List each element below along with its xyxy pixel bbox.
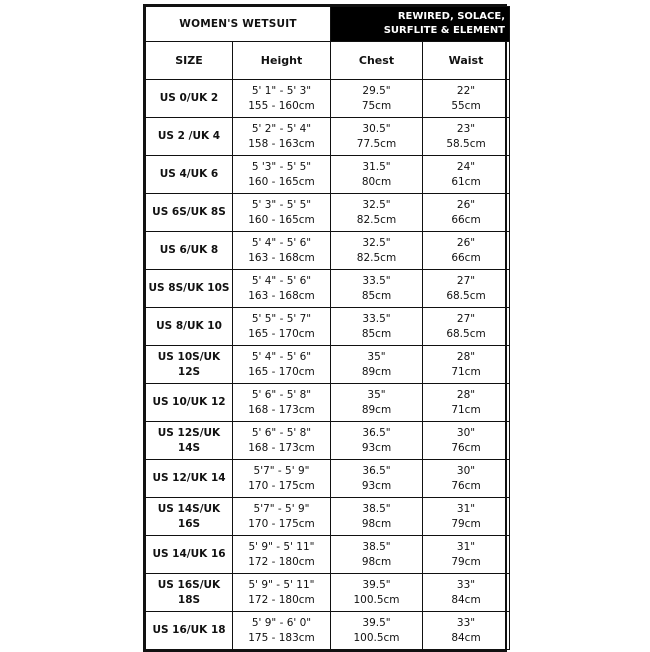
waist-imperial: 30" [456,426,476,439]
height-cell [233,612,331,650]
waist-imperial: 31" [456,540,476,553]
table-row [146,308,510,346]
table-row [146,118,510,156]
height-metric: 172 - 180cm [248,555,315,568]
waist-cell [423,384,510,422]
chest-cell [331,498,423,536]
chest-imperial: 33.5" [362,274,391,287]
waist-metric: 68.5cm [446,327,486,340]
chest-imperial: 35" [367,350,386,363]
table-row [146,422,510,460]
height-imperial: 5' 4" - 5' 6" [251,236,312,249]
table-row [146,232,510,270]
product-lines-line-2: SURFLITE & ELEMENT [383,25,506,36]
column-header-height: Height [233,42,331,80]
waist-metric: 55cm [451,99,481,112]
chest-imperial: 31.5" [362,160,391,173]
chest-cell [331,460,423,498]
waist-metric: 76cm [451,441,481,454]
product-lines-line-1: REWIRED, SOLACE, [397,11,506,22]
height-metric: 160 - 165cm [248,213,315,226]
height-imperial: 5' 9" - 5' 11" [248,540,315,553]
waist-cell [423,232,510,270]
height-imperial: 5' 6" - 5' 8" [251,388,312,401]
waist-metric: 58.5cm [446,137,486,150]
height-cell [233,156,331,194]
column-header-waist: Waist [423,42,510,80]
chest-cell [331,194,423,232]
chest-cell [331,612,423,650]
waist-metric: 71cm [451,365,481,378]
waist-imperial: 30" [456,464,476,477]
height-imperial: 5' 1" - 5' 3" [251,84,312,97]
waist-metric: 68.5cm [446,289,486,302]
height-imperial: 5'7" - 5' 9" [253,464,310,477]
chest-imperial: 33.5" [362,312,391,325]
table-row [146,156,510,194]
size-rows [146,80,510,650]
height-cell [233,232,331,270]
height-metric: 155 - 160cm [248,99,315,112]
chart-title: WOMEN'S WETSUIT [146,7,331,42]
chest-metric: 98cm [361,555,392,568]
height-metric: 168 - 173cm [248,441,315,454]
height-imperial: 5' 2" - 5' 4" [251,122,312,135]
size-cell: US 16S/UK 18S [146,574,233,612]
chest-cell [331,422,423,460]
size-table [145,6,510,650]
chest-cell [331,308,423,346]
chest-metric: 89cm [361,365,392,378]
height-cell [233,118,331,156]
column-header-size: SIZE [146,42,233,80]
waist-cell [423,308,510,346]
height-imperial: 5' 9" - 5' 11" [248,578,315,591]
size-cell: US 12/UK 14 [146,460,233,498]
height-cell [233,80,331,118]
waist-cell [423,536,510,574]
table-row [146,536,510,574]
height-imperial: 5'7" - 5' 9" [253,502,310,515]
waist-cell [423,270,510,308]
waist-cell [423,156,510,194]
waist-metric: 61cm [451,175,481,188]
waist-imperial: 31" [456,502,476,515]
chest-metric: 85cm [361,327,392,340]
waist-metric: 84cm [451,631,481,644]
table-row [146,460,510,498]
height-imperial: 5' 4" - 5' 6" [251,274,312,287]
chest-cell [331,270,423,308]
size-cell: US 12S/UK 14S [146,422,233,460]
waist-metric: 71cm [451,403,481,416]
waist-metric: 79cm [451,555,481,568]
table-row [146,346,510,384]
waist-imperial: 33" [456,578,476,591]
table-row [146,80,510,118]
waist-metric: 76cm [451,479,481,492]
chest-imperial: 38.5" [362,540,391,553]
height-imperial: 5 '3" - 5' 5" [251,160,312,173]
waist-cell [423,194,510,232]
waist-cell [423,574,510,612]
height-cell [233,346,331,384]
waist-imperial: 24" [456,160,476,173]
height-metric: 163 - 168cm [248,251,315,264]
chest-metric: 82.5cm [356,213,397,226]
height-imperial: 5' 4" - 5' 6" [251,350,312,363]
chest-imperial: 35" [367,388,386,401]
chest-metric: 93cm [361,441,392,454]
height-metric: 172 - 180cm [248,593,315,606]
table-row [146,612,510,650]
height-metric: 163 - 168cm [248,289,315,302]
waist-cell [423,80,510,118]
product-lines-title [331,7,510,42]
height-cell [233,270,331,308]
chest-imperial: 38.5" [362,502,391,515]
chest-metric: 77.5cm [356,137,397,150]
chest-cell [331,574,423,612]
height-metric: 170 - 175cm [248,517,315,530]
height-cell [233,308,331,346]
height-cell [233,460,331,498]
chest-imperial: 36.5" [362,426,391,439]
chest-imperial: 29.5" [362,84,391,97]
chest-cell [331,384,423,422]
chest-cell [331,156,423,194]
chest-metric: 82.5cm [356,251,397,264]
table-row [146,194,510,232]
chest-metric: 93cm [361,479,392,492]
waist-imperial: 22" [456,84,476,97]
chest-metric: 89cm [361,403,392,416]
height-imperial: 5' 6" - 5' 8" [251,426,312,439]
waist-cell [423,460,510,498]
size-cell: US 2 /UK 4 [146,118,233,156]
waist-cell [423,422,510,460]
table-row [146,498,510,536]
height-cell [233,498,331,536]
chest-metric: 85cm [361,289,392,302]
chest-metric: 100.5cm [353,631,400,644]
chest-cell [331,118,423,156]
title-row [146,7,510,42]
chest-cell [331,346,423,384]
chest-cell [331,232,423,270]
height-cell [233,384,331,422]
chest-imperial: 36.5" [362,464,391,477]
height-metric: 160 - 165cm [248,175,315,188]
height-metric: 165 - 170cm [248,365,315,378]
waist-imperial: 28" [456,388,476,401]
size-cell: US 10S/UK 12S [146,346,233,384]
waist-imperial: 33" [456,616,476,629]
waist-cell [423,498,510,536]
waist-metric: 79cm [451,517,481,530]
chest-metric: 75cm [361,99,392,112]
size-cell: US 8S/UK 10S [146,270,233,308]
waist-imperial: 26" [456,236,476,249]
chest-imperial: 39.5" [362,616,391,629]
height-metric: 158 - 163cm [248,137,315,150]
chest-imperial: 32.5" [362,198,391,211]
waist-imperial: 26" [456,198,476,211]
waist-cell [423,118,510,156]
height-metric: 170 - 175cm [248,479,315,492]
height-cell [233,194,331,232]
chest-cell [331,536,423,574]
chest-imperial: 30.5" [362,122,391,135]
waist-metric: 66cm [451,251,481,264]
waist-imperial: 27" [456,274,476,287]
waist-imperial: 27" [456,312,476,325]
size-cell: US 6S/UK 8S [146,194,233,232]
chest-metric: 98cm [361,517,392,530]
table-row [146,574,510,612]
height-imperial: 5' 3" - 5' 5" [251,198,312,211]
waist-imperial: 28" [456,350,476,363]
size-chart [143,4,507,652]
size-cell: US 6/UK 8 [146,232,233,270]
height-metric: 168 - 173cm [248,403,315,416]
size-cell: US 8/UK 10 [146,308,233,346]
height-cell [233,536,331,574]
chest-metric: 100.5cm [353,593,400,606]
height-cell [233,574,331,612]
waist-cell [423,612,510,650]
chest-imperial: 39.5" [362,578,391,591]
size-cell: US 14/UK 16 [146,536,233,574]
waist-cell [423,346,510,384]
height-imperial: 5' 9" - 6' 0" [251,616,312,629]
chest-imperial: 32.5" [362,236,391,249]
size-cell: US 0/UK 2 [146,80,233,118]
height-imperial: 5' 5" - 5' 7" [251,312,312,325]
height-metric: 165 - 170cm [248,327,315,340]
waist-metric: 66cm [451,213,481,226]
table-row [146,384,510,422]
column-header-row [146,42,510,80]
height-cell [233,422,331,460]
size-cell: US 4/UK 6 [146,156,233,194]
waist-metric: 84cm [451,593,481,606]
waist-imperial: 23" [456,122,476,135]
size-cell: US 16/UK 18 [146,612,233,650]
column-header-chest: Chest [331,42,423,80]
chest-cell [331,80,423,118]
size-cell: US 14S/UK 16S [146,498,233,536]
height-metric: 175 - 183cm [248,631,315,644]
size-cell: US 10/UK 12 [146,384,233,422]
chest-metric: 80cm [361,175,392,188]
table-row [146,270,510,308]
